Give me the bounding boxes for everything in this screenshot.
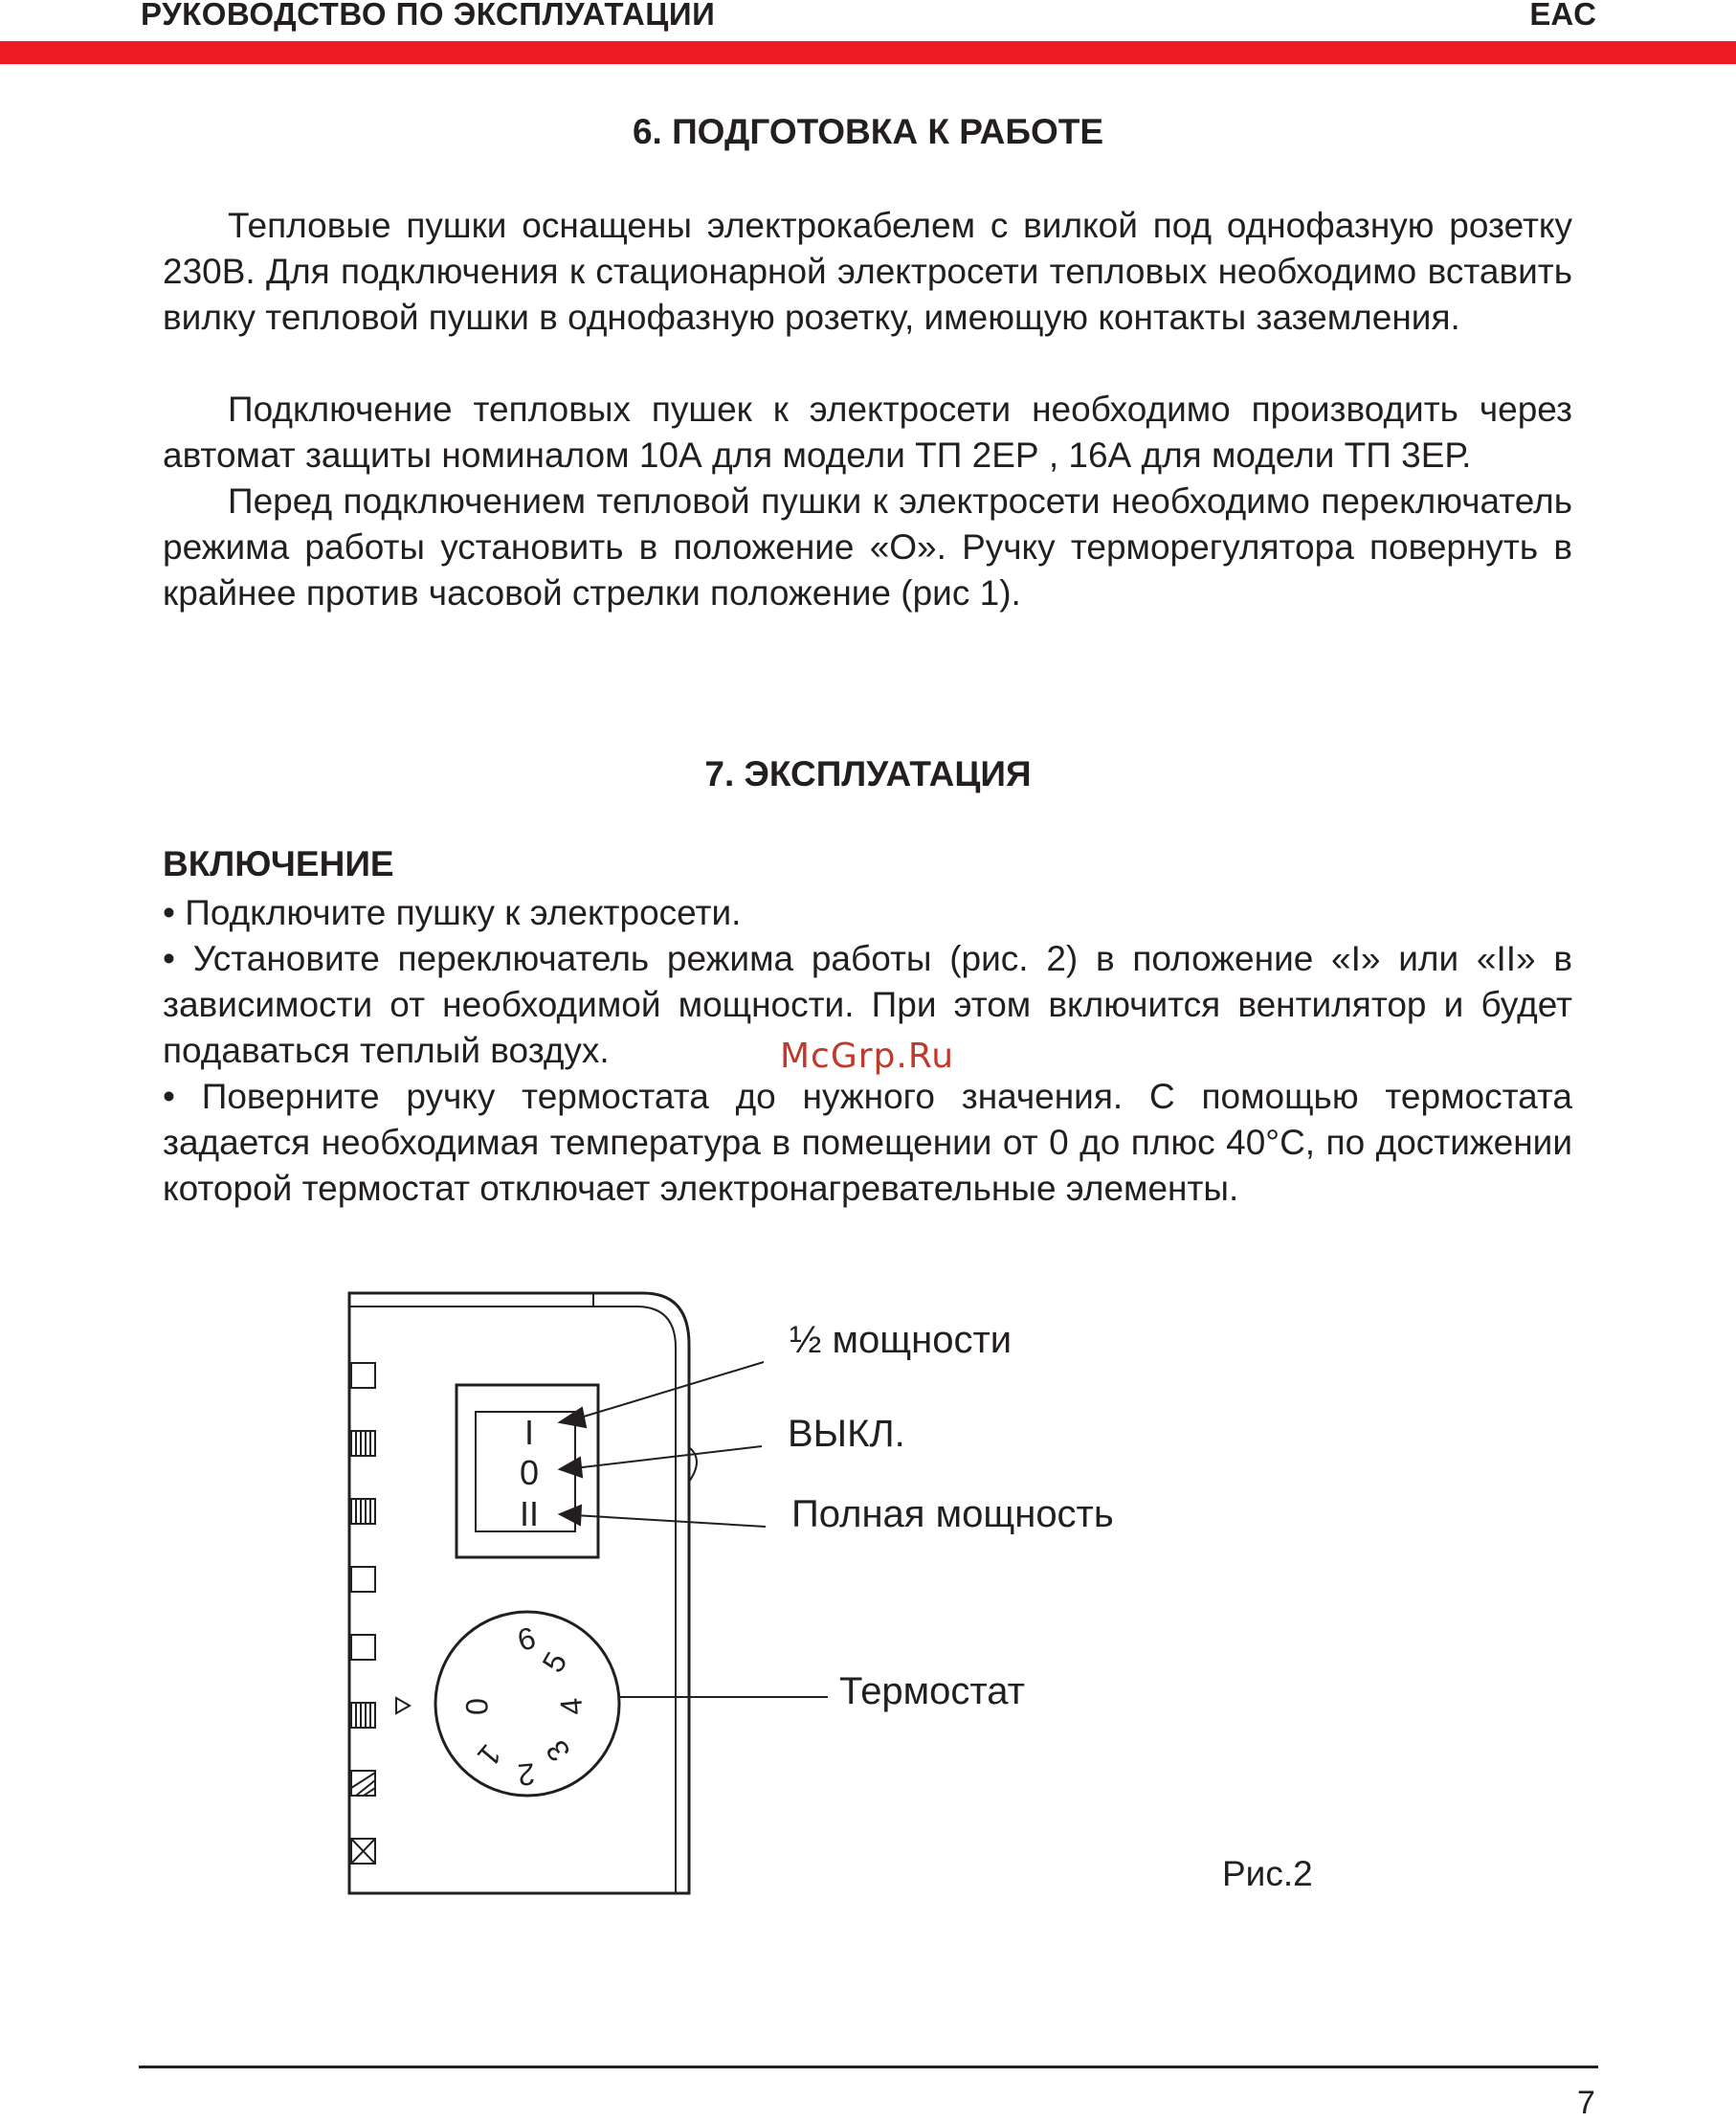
bullet-1: • Подключите пушку к электросети. <box>163 893 742 932</box>
dial-number-1: 1 <box>470 1737 508 1774</box>
label-half-power: ½ мощности <box>790 1319 1013 1361</box>
dial-pointer-mark <box>396 1698 410 1713</box>
panel-outline <box>349 1293 689 1893</box>
section-7-subheading: ВКЛЮЧЕНИЕ <box>163 844 394 883</box>
leader-off <box>574 1446 762 1468</box>
watermark: McGrp.Ru <box>780 1037 955 1076</box>
leader-full-power <box>574 1515 766 1527</box>
section-7-title: 7. ЭКСПЛУАТАЦИЯ <box>704 754 1032 793</box>
footer-rule <box>139 2066 1598 2068</box>
dial-number-6: 6 <box>513 1619 540 1659</box>
section-6-title: 6. ПОДГОТОВКА К РАБОТЕ <box>632 112 1104 151</box>
dial-number-2: 2 <box>516 1756 537 1793</box>
label-thermostat: Термостат <box>839 1670 1025 1712</box>
switch-mark-II: II <box>519 1494 540 1533</box>
figure-caption: Рис.2 <box>1222 1854 1313 1893</box>
switch-mark-0: 0 <box>519 1453 540 1492</box>
switch-mark-I: I <box>523 1413 535 1452</box>
leader-half-power <box>574 1362 764 1419</box>
section-6-paragraph-2: Подключение тепловых пушек к электросети необходимо производить через автомат защиты номиналом 10А для модели ТП 2ЕР , 16А для модели ТП 3ЕР. <box>163 390 1572 475</box>
header-title: РУКОВОДСТВО ПО ЭКСПЛУАТАЦИИ <box>141 0 716 32</box>
section-6-paragraph-3: Перед подключением тепловой пушки к электросети необходимо переключатель режима работы установить в положение «О». Ручку терморегулятора повернуть в крайнее против часовой стрелки положение (рис 1). <box>163 481 1572 613</box>
bullet-2: • Установите переключатель режима работы (рис. 2) в положение «I» или «II» в зависимости от необходимой мощности. При этом включится вентилятор и будет подаваться теплый воздух. <box>163 939 1572 1070</box>
dial-number-5: 5 <box>535 1645 574 1679</box>
side-vents <box>351 1363 375 1864</box>
dial-number-0: 0 <box>459 1698 494 1715</box>
page-number: 7 <box>1577 2085 1595 2121</box>
label-full-power: Полная мощность <box>791 1493 1114 1535</box>
bullet-3: • Поверните ручку термостата до нужного значения. С помощью термостата задается необходимая температура в помещении от 0 до плюс 40°С, по достижении которой термостат отключает электронагревательные элементы. <box>163 1077 1572 1208</box>
dial-number-3: 3 <box>539 1733 577 1768</box>
section-6-paragraph-1: Тепловые пушки оснащены электрокабелем с вилкой под однофазную розетку 230В. Для подключения к стационарной электросети тепловых необходимо вставить вилку тепловой пушки в однофазную розетку, имеющую контакты заземления. <box>163 206 1572 337</box>
label-off: ВЫКЛ. <box>788 1413 905 1455</box>
dial-number-4: 4 <box>553 1696 590 1717</box>
panel-inner-edge <box>349 1307 676 1893</box>
header-brand: EAC <box>1529 0 1596 32</box>
